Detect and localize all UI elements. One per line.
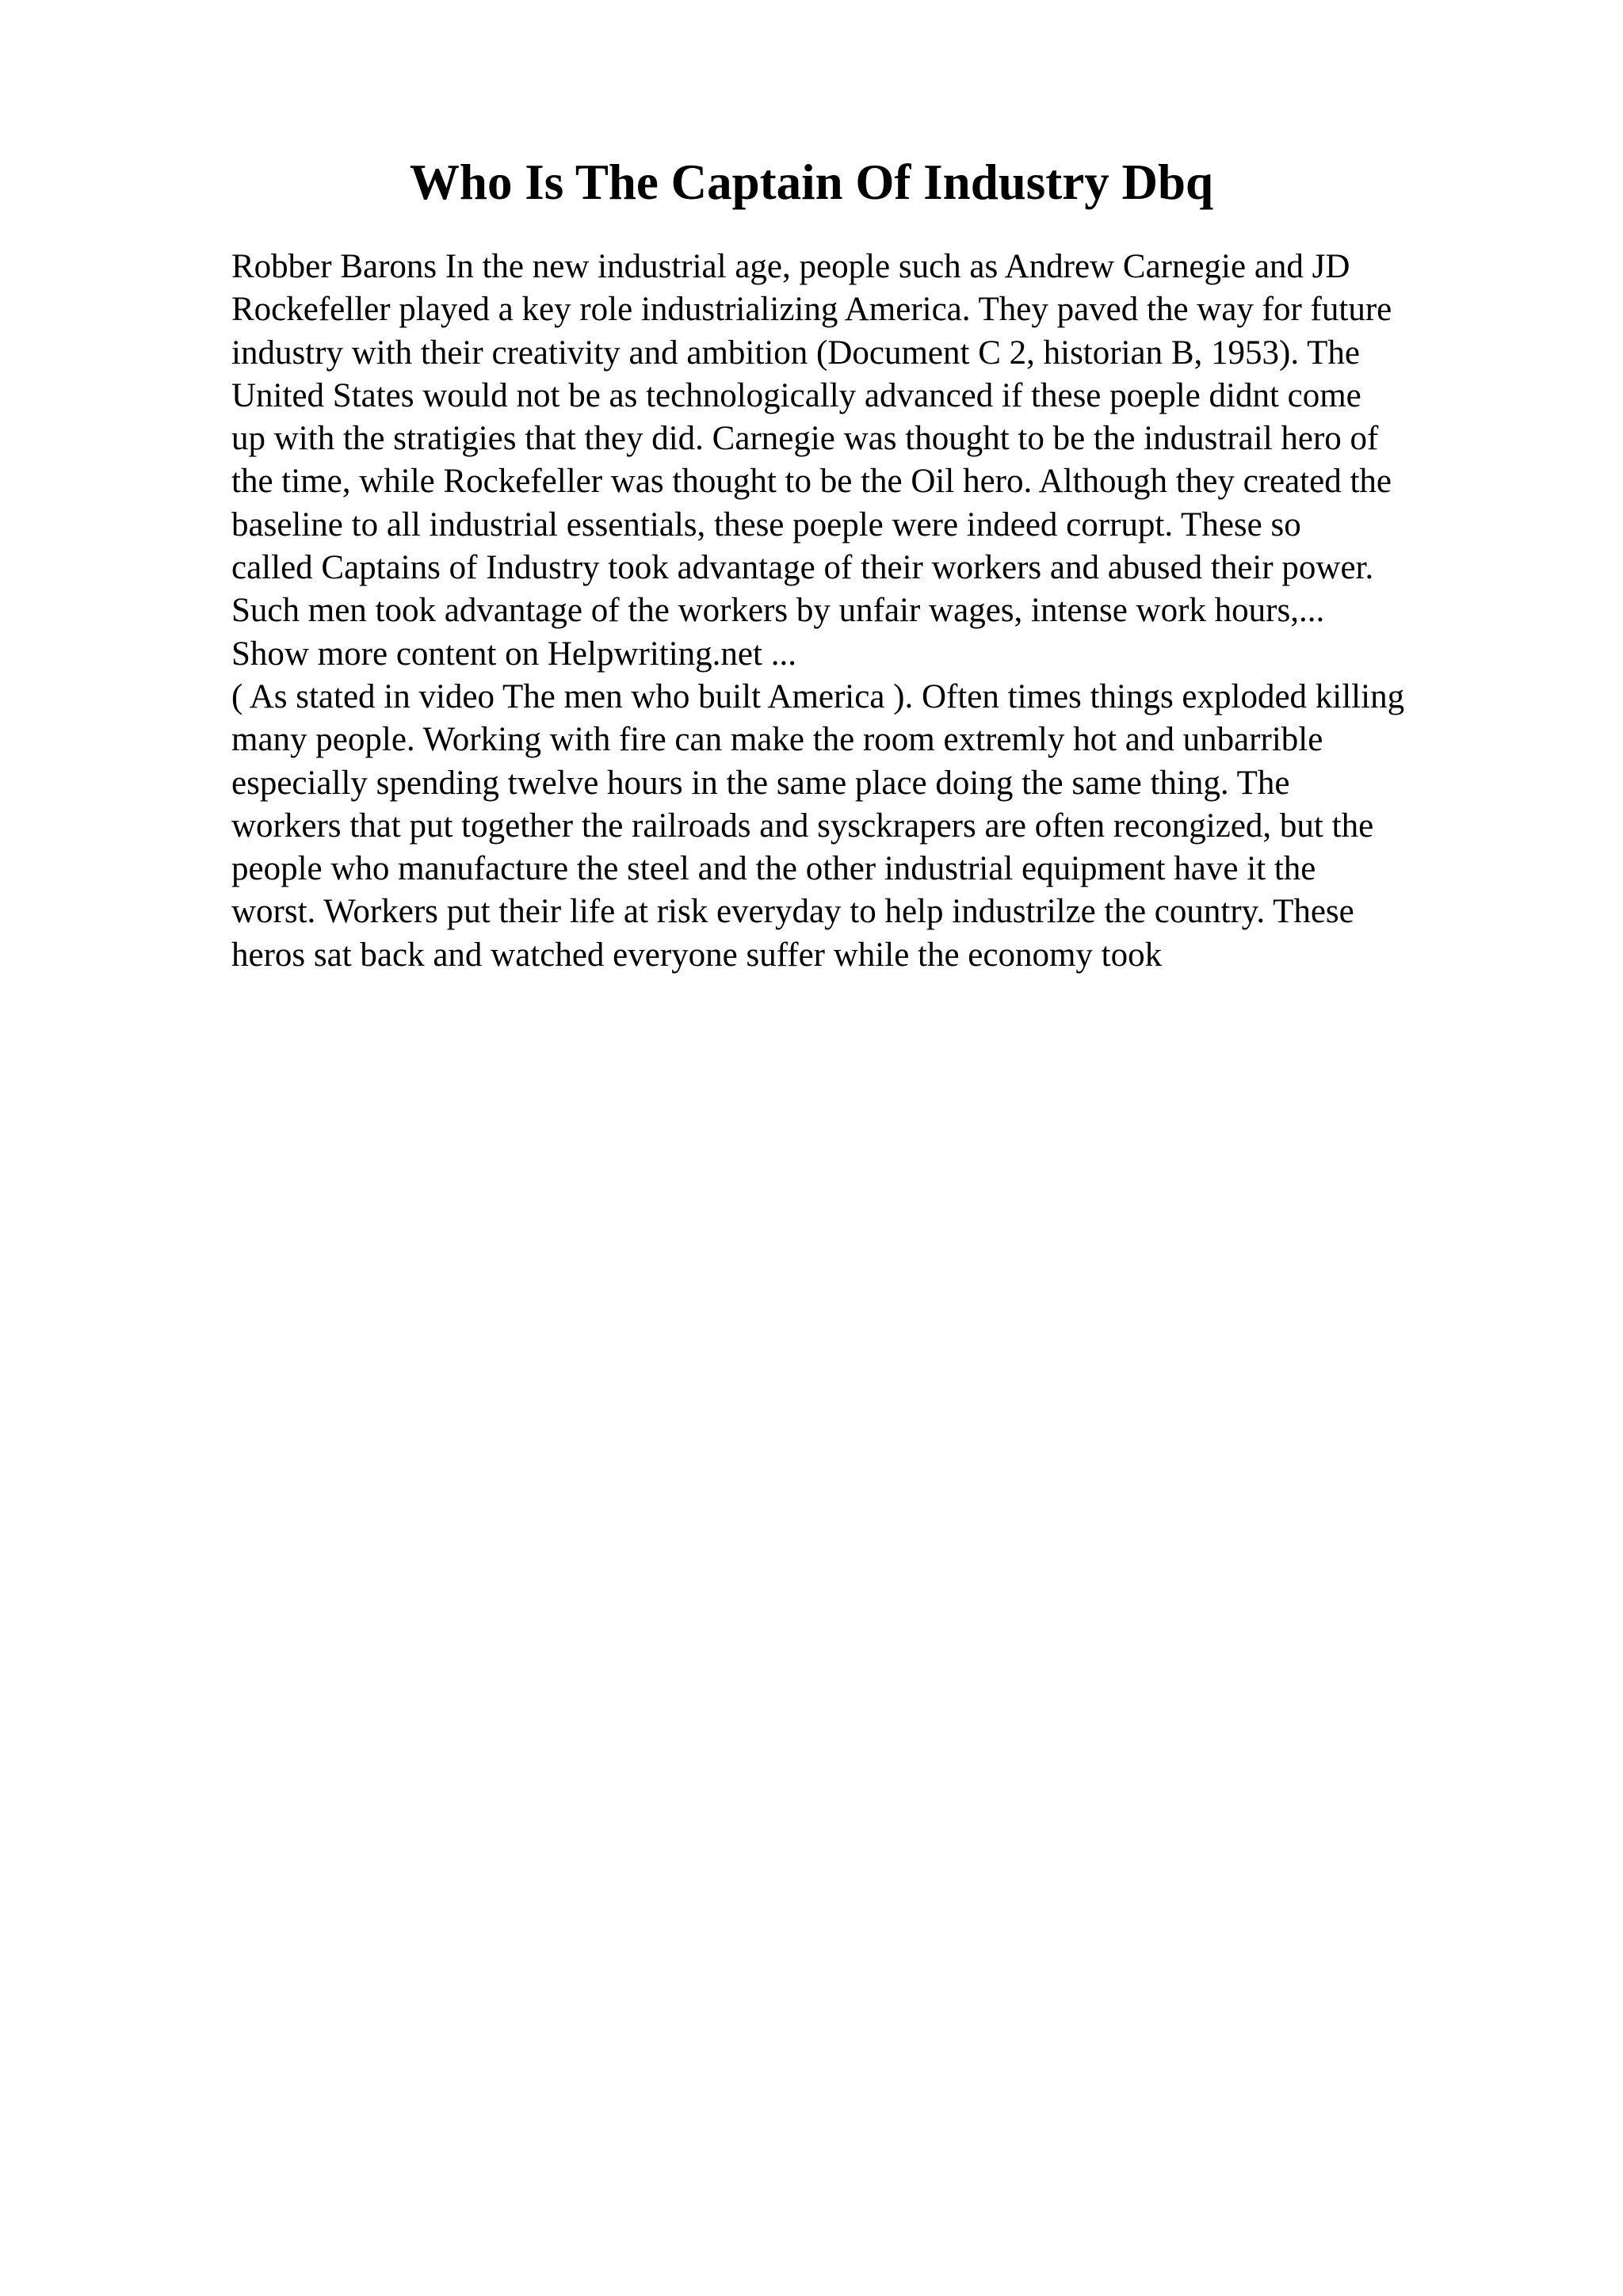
body-line: industry with their creativity and ambition (Document C 2, historian B, 1953). The — [231, 334, 1360, 372]
show-more-line: Show more content on Helpwriting.net ... — [231, 635, 796, 673]
body-line: baseline to all industrial essentials, these poeple were indeed corrupt. These so — [231, 505, 1301, 543]
body-line: especially spending twelve hours in the same place doing the same thing. The — [231, 764, 1290, 802]
body-line: Rockefeller played a key role industrializing America. They paved the way for future — [231, 291, 1392, 329]
body-line: ( As stated in video The men who built America ). Often times things exploded killing — [231, 677, 1405, 715]
body-line: people who manufacture the steel and the other industrial equipment have it the — [231, 850, 1316, 888]
body-line: Such men took advantage of the workers by unfair wages, intense work hours,... — [231, 592, 1325, 630]
body-line: United States would not be as technologically advanced if these poeple didnt come — [231, 376, 1361, 414]
body-line: up with the stratigies that they did. Carnegie was thought to be the industrail hero of — [231, 420, 1379, 458]
body-line: many people. Working with fire can make the room extremly hot and unbarrible — [231, 721, 1323, 759]
body-line: heros sat back and watched everyone suffer while the economy took — [231, 936, 1163, 974]
body-line: called Captains of Industry took advantage of their workers and abused their power. — [231, 549, 1374, 587]
body-line: the time, while Rockefeller was thought to be the Oil hero. Although they created the — [231, 463, 1392, 501]
document-body — [231, 246, 1515, 977]
document-title: Who Is The Captain Of Industry Dbq — [409, 154, 1214, 210]
body-line: worst. Workers put their life at risk everyday to help industrilze the country. These — [231, 893, 1354, 931]
body-line: workers that put together the railroads and sysckrapers are often recongized, but the — [231, 807, 1374, 845]
body-line: Robber Barons In the new industrial age, people such as Andrew Carnegie and JD — [231, 248, 1350, 285]
